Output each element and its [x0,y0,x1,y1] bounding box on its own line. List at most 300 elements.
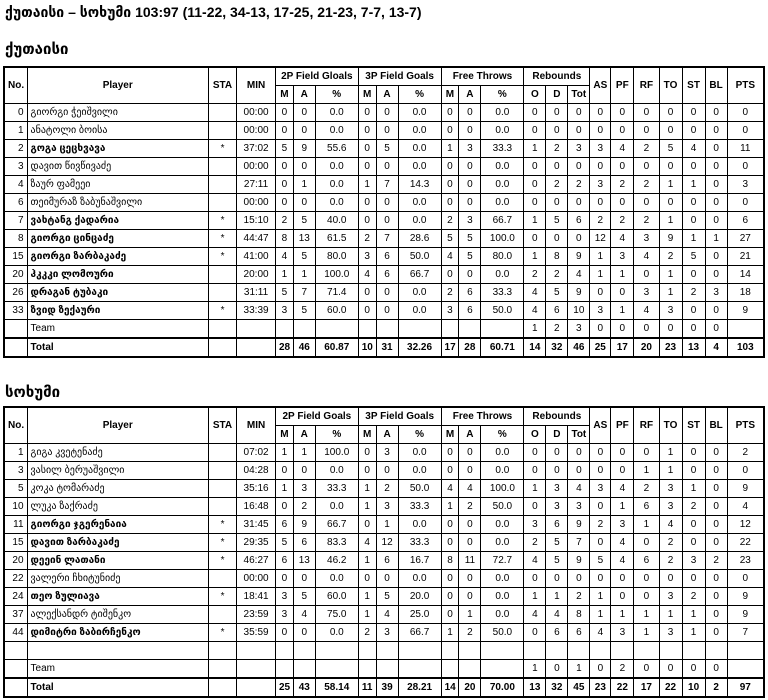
stat-cell: 00:00 [237,158,276,176]
stat-cell: 3 [590,140,611,158]
stat-cell: 2 [459,498,481,516]
empty-cell [27,642,208,660]
stat-cell: 9 [659,230,682,248]
stat-cell [481,660,524,679]
stat-cell: 0 [358,570,376,588]
stat-cell: 2 [727,444,764,462]
stat-cell: 9 [568,552,590,570]
stat-cell: 1 [634,462,659,480]
empty-cell [208,642,236,660]
subheader-a: A [376,86,398,104]
stat-cell: 1 [524,660,546,679]
stat-cell: 0 [590,534,611,552]
total-row [4,338,764,357]
stat-cell: 0.0 [481,158,524,176]
stat-cell: 43 [293,678,315,697]
stat-cell: 0 [634,588,659,606]
stat-cell: 2 [275,212,293,230]
stat-cell: 2 [441,212,459,230]
stat-cell: 28.21 [398,678,441,697]
subheader-pct: % [398,426,441,444]
stat-cell: 7 [293,284,315,302]
stat-cell: 0 [524,570,546,588]
stat-cell: 75.0 [315,606,358,624]
empty-row [4,642,764,660]
stat-cell: 13 [293,552,315,570]
stat-cell: 0 [358,212,376,230]
player-name: გიორგი ჭეიშვილი [27,104,208,122]
stat-cell: 9 [568,248,590,266]
stat-cell: 1 [659,462,682,480]
stat-cell: 1 [634,624,659,642]
stat-cell [727,660,764,679]
stat-cell: 2 [659,552,682,570]
stat-cell: 44:47 [237,230,276,248]
player-row [4,444,764,462]
stat-cell: 28 [275,338,293,357]
stat-cell: 60.0 [315,588,358,606]
stat-cell: 0 [459,158,481,176]
stat-cell: 41:00 [237,248,276,266]
stat-cell: 1 [705,230,727,248]
header-to: TO [659,67,682,104]
stat-cell: 3 [568,140,590,158]
header-pf: PF [611,407,634,444]
subheader-m: M [441,426,459,444]
stat-cell: 4 [727,498,764,516]
empty-cell [727,642,764,660]
stat-cell: 5 [546,284,568,302]
stat-cell: 1 [659,176,682,194]
stat-cell: 1 [358,552,376,570]
stat-cell: 3 [659,624,682,642]
header-2p-field-goals: 2P Field Goals [275,407,358,426]
stat-cell: 6 [634,498,659,516]
stat-cell: 0 [546,104,568,122]
stat-cell: 8 [568,606,590,624]
player-name: ალექსანდრ ტიშენკო [27,606,208,624]
stat-cell: 0 [705,588,727,606]
stat-cell: 3 [358,248,376,266]
stat-cell: 07:02 [237,444,276,462]
stat-cell: 1 [611,302,634,320]
player-row [4,588,764,606]
stat-cell: 1 [358,606,376,624]
stat-cell: 3 [590,480,611,498]
stat-cell: 0 [524,462,546,480]
stat-cell: 5 [293,212,315,230]
stat-cell: 0 [634,660,659,679]
stat-cell [398,320,441,339]
stat-cell: 0 [459,462,481,480]
stat-cell: 0 [441,104,459,122]
stat-cell: 1 [546,588,568,606]
stat-cell: 33.3 [315,480,358,498]
game-title: ქუთაისი – სოხუმი 103:97 (11-22, 34-13, 17-25, 21-23, 7-7, 13-7) [5,4,422,20]
stat-cell: 0 [634,266,659,284]
stat-cell: 9 [568,284,590,302]
stat-cell: 0 [590,194,611,212]
stat-cell: 2 [611,212,634,230]
stat-cell [358,320,376,339]
stat-cell: 8 [546,248,568,266]
stat-cell: 0 [611,158,634,176]
stat-cell: 14 [441,678,459,697]
stat-cell: 0 [705,320,727,339]
stat-cell: 0 [659,158,682,176]
stat-cell: 9 [293,140,315,158]
stat-cell: 0 [358,444,376,462]
stat-cell: 0 [358,140,376,158]
stat-cell: 2 [546,320,568,339]
stat-cell: 0 [705,516,727,534]
stat-cell: 0 [358,158,376,176]
stat-cell: 1 [524,588,546,606]
player-row [4,104,764,122]
stat-cell: 1 [682,230,705,248]
player-name: Team [27,660,208,679]
stat-cell [727,320,764,339]
stat-cell: 2 [682,498,705,516]
stat-cell: 14.3 [398,176,441,194]
player-name: დავით წივწივაძე [27,158,208,176]
stat-cell [208,660,236,679]
stat-cell: 100.0 [481,230,524,248]
stat-cell: 0 [376,104,398,122]
stat-cell: 0 [590,660,611,679]
stat-cell: 0 [682,462,705,480]
player-row [4,140,764,158]
stat-cell: 1 [441,498,459,516]
stat-cell: 7 [376,230,398,248]
stat-cell: 5 [376,140,398,158]
subheader-pct: % [315,426,358,444]
stat-cell: 0 [611,194,634,212]
stat-cell: 3 [568,498,590,516]
stat-cell: * [208,212,236,230]
stat-cell [358,660,376,679]
empty-cell [4,642,27,660]
stat-cell: 10 [682,678,705,697]
stat-cell: 6 [293,534,315,552]
stat-cell: 9 [727,302,764,320]
stat-cell [481,320,524,339]
empty-cell [459,642,481,660]
stat-cell: 0 [546,230,568,248]
stat-cell: 0.0 [315,624,358,642]
stat-cell: 0 [441,444,459,462]
stat-cell: 0 [611,122,634,140]
stat-cell: 3 [705,284,727,302]
stat-cell: 0 [358,194,376,212]
stat-cell: 6 [568,212,590,230]
header-no: No. [4,67,27,104]
stat-cell: 31:11 [237,284,276,302]
stat-cell [208,338,236,357]
stat-cell: 5 [659,140,682,158]
player-name: დიმიტრი ზაბირჩენკო [27,624,208,642]
empty-cell [398,642,441,660]
stat-cell [4,320,27,339]
stat-cell: 0.0 [398,104,441,122]
stat-cell: 7 [376,176,398,194]
stat-cell: 0 [546,570,568,588]
stat-cell: 22 [727,534,764,552]
stat-cell: 0 [524,624,546,642]
stat-cell: 4 [293,606,315,624]
stat-cell: 24 [4,588,27,606]
stat-cell: 1 [358,480,376,498]
stat-cell: 6 [275,552,293,570]
subheader-m: M [358,426,376,444]
stat-cell: 0 [524,194,546,212]
stat-cell: 4 [524,606,546,624]
stat-cell: 2 [611,660,634,679]
stat-cell: 0.0 [315,498,358,516]
stat-cell: 1 [293,176,315,194]
stat-cell: 1 [524,320,546,339]
player-name: ზაურ ფამეეი [27,176,208,194]
stat-cell: 1 [611,606,634,624]
stat-cell: 22 [659,678,682,697]
team-name-home: ქუთაისი [5,41,69,58]
header-player: Player [27,407,208,444]
stat-cell: 0 [705,462,727,480]
stat-cell: 0 [705,302,727,320]
stat-cell: 4 [524,284,546,302]
stat-cell: 6 [4,194,27,212]
stat-cell: 4 [634,248,659,266]
stat-cell: 0 [682,660,705,679]
header-starter: STA [208,67,236,104]
stat-cell: 1 [590,266,611,284]
stat-cell: 3 [441,302,459,320]
stat-cell: 26 [4,284,27,302]
empty-cell [682,642,705,660]
stat-cell: 7 [4,212,27,230]
stat-cell: 50.0 [481,624,524,642]
player-name: ვახტანგ ქადარია [27,212,208,230]
stat-cell: 4 [358,266,376,284]
stat-cell: 20.0 [398,588,441,606]
stat-cell: 23 [727,552,764,570]
stat-cell: 0.0 [481,104,524,122]
stat-cell [4,338,27,357]
player-name: ლუკა ზაქრაძე [27,498,208,516]
stat-cell: 0.0 [315,176,358,194]
stat-cell: 0.0 [481,176,524,194]
stat-cell: 0 [705,266,727,284]
stat-cell: 0 [376,212,398,230]
stat-cell: 70.00 [481,678,524,697]
stat-cell: 2 [568,588,590,606]
stat-cell: 1 [524,248,546,266]
stat-cell: 0.0 [398,462,441,480]
stat-cell: 0.0 [398,570,441,588]
stat-cell: 46.2 [315,552,358,570]
stat-cell: * [208,588,236,606]
stat-cell: 1 [441,624,459,642]
stat-cell: 44 [4,624,27,642]
stat-cell: 1 [590,606,611,624]
stat-cell: 0 [705,176,727,194]
stat-cell: 0 [459,444,481,462]
stat-cell [237,338,276,357]
stat-cell: 25.0 [398,606,441,624]
stat-cell: * [208,140,236,158]
stat-cell: 33.3 [481,140,524,158]
stat-cell: 3 [4,158,27,176]
stat-cell: 0 [546,122,568,140]
stat-cell: 0 [705,248,727,266]
stat-cell: 0 [634,570,659,588]
player-name: გიორგი ჯგერენაია [27,516,208,534]
stat-cell: 22 [611,678,634,697]
stat-cell: 100.0 [481,480,524,498]
stat-cell: 60.71 [481,338,524,357]
stat-cell: 0 [275,570,293,588]
stat-cell: 1 [659,444,682,462]
stat-cell: 2 [441,284,459,302]
stat-cell: 46 [568,338,590,357]
subheader-a: A [293,426,315,444]
stat-cell: 0 [634,320,659,339]
player-name: Total [27,338,208,357]
player-name: გიორგი ცინცაძე [27,230,208,248]
stat-cell: 2 [611,176,634,194]
stat-cell: 0 [293,570,315,588]
stat-cell: 1 [524,140,546,158]
stat-cell: 39 [376,678,398,697]
stat-cell: 32.26 [398,338,441,357]
stat-cell: 5 [293,302,315,320]
stat-cell: 0.0 [315,158,358,176]
stat-cell: 0 [459,570,481,588]
stat-cell: 27 [727,230,764,248]
stat-cell [398,660,441,679]
stat-cell: 0 [293,158,315,176]
stat-cell: 17 [634,678,659,697]
player-row [4,480,764,498]
header-free-throws: Free Throws [441,67,524,86]
stat-cell: * [208,552,236,570]
stat-cell: 5 [546,534,568,552]
stat-cell: 0 [376,122,398,140]
stat-cell: 5 [546,552,568,570]
player-row [4,552,764,570]
stat-cell: 66.7 [481,212,524,230]
stat-cell: 0 [524,158,546,176]
stat-cell [208,104,236,122]
stat-cell: 3 [634,284,659,302]
stat-cell: 1 [590,248,611,266]
stat-cell: 20:00 [237,266,276,284]
stat-cell: 3 [611,516,634,534]
stat-cell: 6 [634,552,659,570]
stat-cell: 2 [293,498,315,516]
stat-cell: 15 [4,534,27,552]
stat-cell: 3 [459,140,481,158]
team-row [4,660,764,679]
stat-cell: 3 [611,624,634,642]
stat-cell: 0 [441,194,459,212]
stat-cell: 5 [4,480,27,498]
stat-cell: 1 [659,266,682,284]
stat-cell: 29:35 [237,534,276,552]
stat-cell: 0 [376,462,398,480]
stat-cell [208,462,236,480]
stat-cell: 20 [4,552,27,570]
empty-cell [293,642,315,660]
empty-cell [315,642,358,660]
stat-cell: 20 [634,338,659,357]
stat-cell: 3 [568,320,590,339]
stat-cell: 40.0 [315,212,358,230]
stat-cell: 0 [659,660,682,679]
stat-cell: 2 [358,230,376,248]
stat-cell: 2 [546,176,568,194]
stat-cell: 32 [546,678,568,697]
player-row [4,624,764,642]
stat-cell: 10 [358,338,376,357]
stat-cell: 0.0 [315,104,358,122]
stat-cell: 1 [275,480,293,498]
stat-cell: 1 [441,140,459,158]
stat-cell: 0.0 [481,122,524,140]
stat-cell: 17 [611,338,634,357]
stat-cell: 0 [441,534,459,552]
player-row [4,284,764,302]
header-rf: RF [634,67,659,104]
stat-cell: 2 [546,266,568,284]
stat-cell: 11 [459,552,481,570]
stat-cell: 0.0 [398,516,441,534]
stat-cell: 50.0 [481,302,524,320]
stat-cell: 0 [590,570,611,588]
stat-cell: 0 [275,176,293,194]
player-row [4,194,764,212]
stat-cell: 0 [441,588,459,606]
stat-cell: 1 [4,444,27,462]
subheader-o: O [524,86,546,104]
stat-cell [293,660,315,679]
header-rebounds: Rebounds [524,407,590,426]
subheader-tot: Tot [568,86,590,104]
stat-cell: 5 [590,552,611,570]
stat-cell: 0 [705,194,727,212]
empty-cell [568,642,590,660]
stat-cell: 0.0 [315,570,358,588]
stat-cell: 21 [727,248,764,266]
stat-cell: 2 [634,480,659,498]
stat-cell: 0 [459,104,481,122]
empty-cell [590,642,611,660]
stat-cell: 2 [705,678,727,697]
player-name: დავით ზარბაკაძე [27,534,208,552]
stat-cell: 12 [727,516,764,534]
stat-cell: 0 [376,194,398,212]
player-row [4,230,764,248]
stat-cell: 3 [376,444,398,462]
stat-cell: 1 [682,480,705,498]
stat-cell: 0 [441,266,459,284]
stat-cell: 3 [611,248,634,266]
stat-cell: 0 [611,284,634,302]
stat-cell: 3 [376,498,398,516]
stat-cell: 0 [705,104,727,122]
header-3p-field-goals: 3P Field Goals [358,67,441,86]
stat-cell: 9 [293,516,315,534]
